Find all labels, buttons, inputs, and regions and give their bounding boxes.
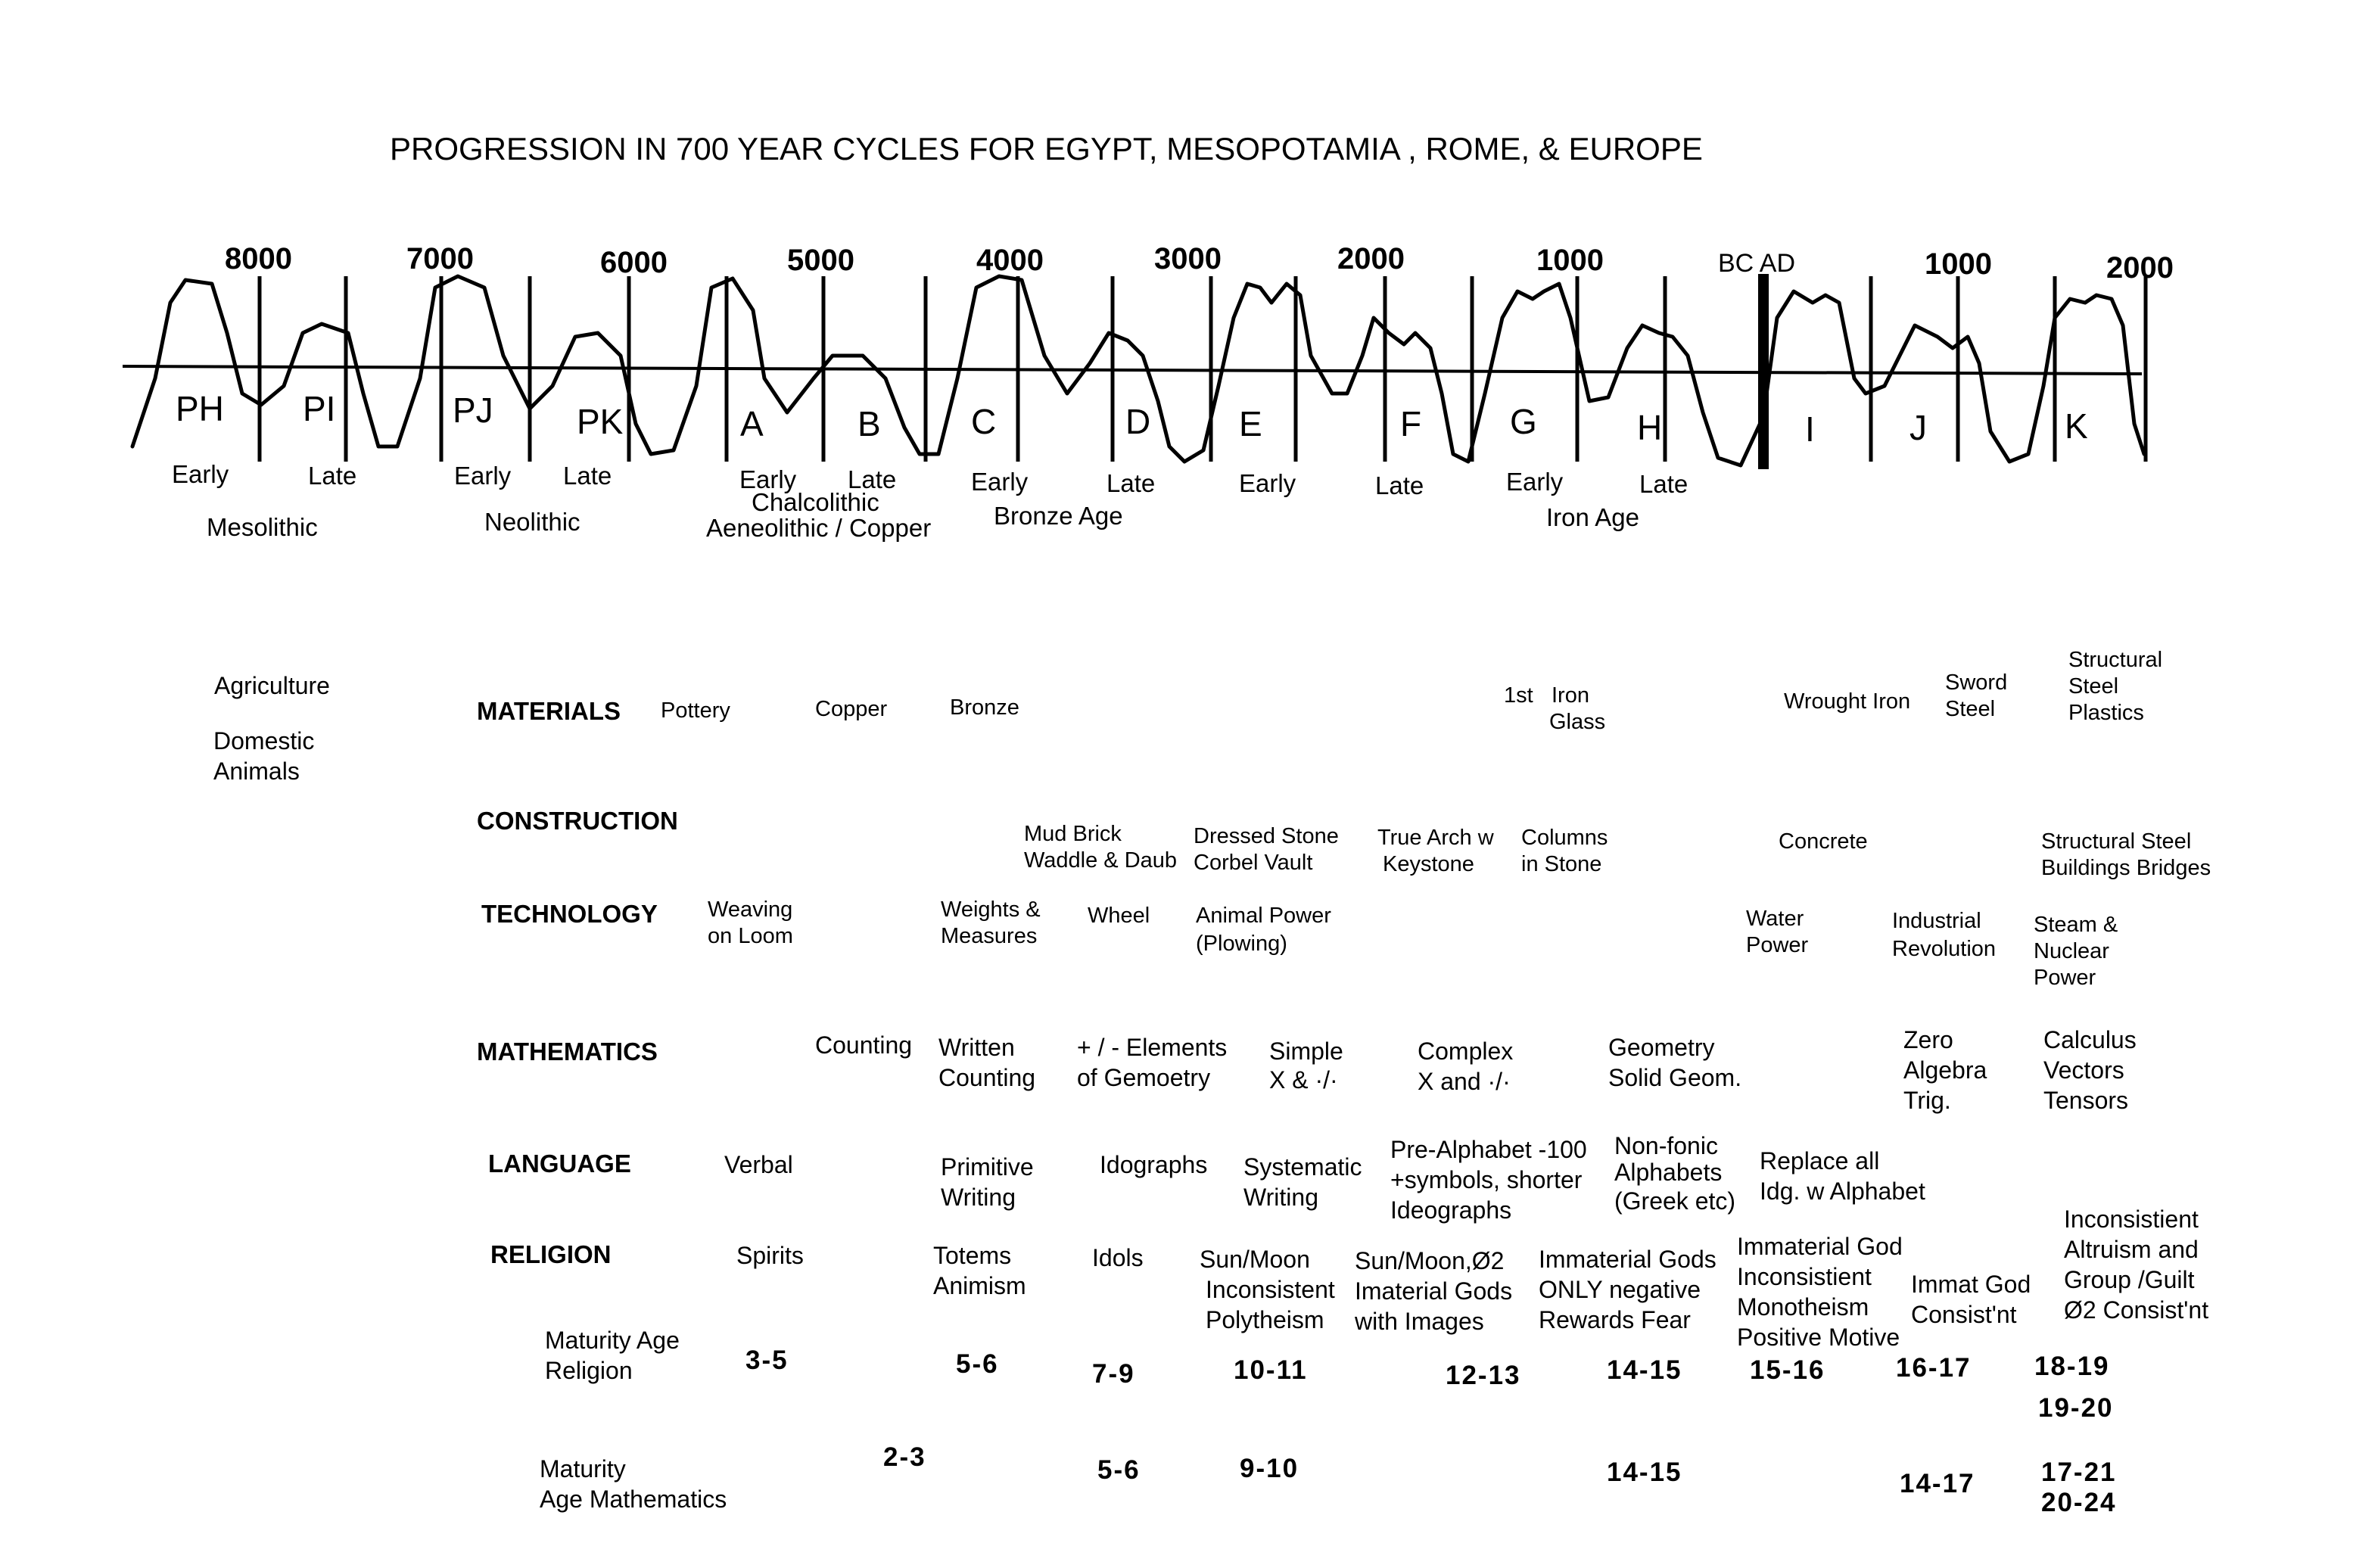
religion-cell: Idols [1092,1244,1144,1271]
religion-cell: Positive Motive [1737,1324,1900,1351]
language-cell: Systematic [1243,1153,1362,1181]
religion-cell: Immaterial God [1737,1233,1903,1260]
cycle-label-h: H [1637,408,1663,447]
sublabel-early: Early [971,468,1029,496]
construction-cell: in Stone [1521,852,1602,876]
religion-cell: Inconsistent [1206,1276,1335,1303]
cycle-label-pj: PJ [453,390,493,430]
sublabel-late: Late [563,462,612,490]
religion-cell: Monotheism [1737,1293,1869,1321]
materials-cell: Bronze [950,695,1019,720]
maturity-math-value: 17-21 [2041,1458,2117,1487]
cycle-label-pk: PK [577,402,624,441]
religion-cell: ONLY negative [1539,1276,1701,1303]
note-agriculture: Agriculture [214,672,330,699]
religion-cell: Inconsistient [1737,1263,1872,1290]
religion-cell: Inconsistient [2064,1206,2199,1233]
sublabel-early: Early [739,465,797,493]
technology-cell: Weaving [708,898,793,922]
language-cell: Idg. w Alphabet [1760,1178,1925,1205]
technology-cell: on Loom [708,924,793,948]
maturity-religion-value: 14-15 [1607,1355,1682,1385]
row-header-language: LANGUAGE [488,1150,631,1178]
religion-cell: Animism [933,1272,1026,1299]
year-label-5000: 5000 [787,244,854,277]
materials-cell: Steel [1945,697,1996,721]
materials-cell: Wrought Iron [1784,689,1911,714]
baseline-axis [123,366,2142,374]
year-label-4000: 4000 [976,244,1044,277]
mathematics-cell: Solid Geom. [1608,1064,1742,1091]
religion-cell: Group /Guilt [2064,1266,2195,1293]
technology-cell: Industrial [1892,909,1981,933]
year-label-6000: 6000 [600,246,668,279]
materials-cell: Plastics [2068,701,2144,725]
maturity-religion-label: Religion [545,1357,633,1384]
sublabel-late: Late [1106,469,1156,497]
cycle-label-b: B [857,404,881,443]
religion-cell: with Images [1355,1308,1484,1335]
technology-cell: Weights & [941,898,1041,922]
sublabel-early: Early [1239,469,1296,497]
year-label-2000ad: 2000 [2106,251,2174,285]
sublabel-late: Late [308,462,357,490]
technology-cell: (Plowing) [1196,932,1287,956]
maturity-religion-value: 3-5 [745,1346,789,1375]
maturity-religion-label: Maturity Age [545,1327,680,1354]
religion-cell: Consist'nt [1911,1301,2017,1328]
technology-cell: Animal Power [1196,904,1331,928]
cycle-label-d: D [1125,402,1151,441]
materials-cell: Structural [2068,648,2163,672]
religion-cell: Altruism and [2064,1236,2199,1263]
language-cell: Alphabets [1614,1159,1723,1186]
sublabel-late: Late [1639,470,1688,498]
language-cell: Writing [941,1184,1016,1211]
cycle-label-c: C [971,402,997,441]
materials-cell: Pottery [661,698,730,723]
maturity-religion-value: 19-20 [2038,1393,2114,1423]
maturity-religion-value: 12-13 [1446,1361,1521,1390]
mathematics-cell: Simple [1269,1038,1343,1065]
mathematics-cell: Counting [815,1031,913,1059]
construction-cell: Corbel Vault [1194,851,1313,875]
year-label-3000: 3000 [1154,242,1222,275]
technology-cell: Power [1746,933,1809,957]
year-label-7000: 7000 [406,242,474,275]
mathematics-cell: Vectors [2043,1056,2124,1084]
mathematics-cell: Written [938,1034,1015,1061]
mathematics-cell: X and ·/· [1418,1068,1511,1095]
language-cell: Ideographs [1390,1196,1512,1224]
language-cell: Replace all [1760,1147,1880,1174]
construction-cell: True Arch w [1377,826,1494,850]
materials-cell: Sword [1945,670,2008,695]
sublabel-early: Early [454,462,512,490]
cycle-label-i: I [1805,409,1815,449]
era-chalcolithic: Chalcolithic [752,488,879,516]
mathematics-cell: Trig. [1903,1087,1951,1114]
construction-cell: Waddle & Daub [1024,848,1178,873]
religion-cell: Immaterial Gods [1539,1246,1717,1273]
construction-cell: Dressed Stone [1194,824,1339,848]
materials-cell: 1st [1504,683,1533,708]
mathematics-cell: Counting [938,1064,1036,1091]
mathematics-cell: X & ·/· [1269,1066,1338,1094]
note-animals: Animals [213,758,300,785]
mathematics-cell: Tensors [2043,1087,2129,1114]
diagram-title: PROGRESSION IN 700 YEAR CYCLES FOR EGYPT, MESOPOTAMIA , ROME, & EUROPE [390,131,1703,166]
construction-cell: Buildings Bridges [2041,856,2211,880]
maturity-math-value: 14-15 [1607,1458,1682,1487]
cycle-label-e: E [1239,404,1262,443]
sublabel-early: Early [1506,468,1564,496]
maturity-religion-value: 10-11 [1234,1355,1308,1385]
maturity-math-value: 2-3 [883,1442,926,1472]
row-header-technology: TECHNOLOGY [481,900,658,928]
religion-cell: Immat God [1911,1271,2031,1298]
maturity-math-value: 9-10 [1240,1454,1299,1483]
technology-cell: Steam & [2034,913,2118,937]
maturity-religion-value: 5-6 [956,1349,999,1379]
mathematics-cell: Geometry [1608,1034,1715,1061]
maturity-religion-value: 7-9 [1092,1359,1135,1389]
technology-cell: Wheel [1088,904,1150,928]
era-bronze-age: Bronze Age [994,502,1123,530]
mathematics-cell: Complex [1418,1038,1514,1065]
era-neolithic: Neolithic [484,508,580,536]
year-label-1000bc: 1000 [1536,244,1604,277]
religion-cell: Ø2 Consist'nt [2064,1296,2209,1324]
era-iron-age: Iron Age [1546,503,1639,531]
construction-cell: Mud Brick [1024,822,1122,846]
religion-cell: Sun/Moon [1200,1246,1310,1273]
technology-cell: Nuclear [2034,939,2109,963]
religion-cell: Polytheism [1206,1306,1324,1333]
year-label-2000bc: 2000 [1337,242,1405,275]
cycle-label-g: G [1510,402,1537,441]
note-domestic: Domestic [213,727,315,754]
materials-cell: Steel [2068,674,2119,698]
language-cell: Primitive [941,1153,1034,1181]
maturity-religion-value: 15-16 [1750,1355,1825,1385]
materials-cell: Copper [815,697,888,721]
maturity-religion-value: 18-19 [2034,1352,2110,1381]
language-cell: (Greek etc) [1614,1187,1736,1215]
maturity-math-label: Maturity [540,1455,626,1482]
technology-cell: Water [1746,907,1804,931]
cycle-label-f: F [1400,404,1422,443]
language-cell: Writing [1243,1184,1318,1211]
mathematics-cell: + / - Elements [1077,1034,1228,1061]
language-cell: Idographs [1100,1151,1208,1178]
mathematics-cell: of Gemoetry [1077,1064,1211,1091]
religion-cell: Imaterial Gods [1355,1277,1513,1305]
language-cell: Non-fonic [1614,1132,1718,1159]
cycle-label-j: J [1909,408,1927,447]
bc-ad-label: BC AD [1718,249,1796,278]
row-header-mathematics: MATHEMATICS [477,1038,658,1066]
sublabel-late: Late [848,465,897,493]
maturity-math-label: Age Mathematics [540,1486,727,1513]
cycle-label-pi: PI [303,389,336,428]
technology-cell: Power [2034,966,2096,990]
era-mesolithic: Mesolithic [207,513,318,541]
language-cell: Pre-Alphabet -100 [1390,1136,1587,1163]
technology-cell: Measures [941,924,1038,948]
mathematics-cell: Zero [1903,1026,1953,1053]
maturity-math-value: 5-6 [1097,1455,1141,1485]
maturity-math-value: 20-24 [2041,1488,2117,1517]
religion-cell: Totems [933,1242,1012,1269]
religion-cell: Spirits [736,1242,804,1269]
construction-cell: Structural Steel [2041,829,2192,854]
cycle-label-k: K [2065,406,2088,446]
sublabel-late: Late [1375,471,1424,499]
construction-cell: Keystone [1383,852,1474,876]
maturity-math-value: 14-17 [1900,1469,1975,1498]
sublabel-early: Early [172,460,229,488]
materials-cell: Glass [1549,710,1606,734]
row-header-construction: CONSTRUCTION [477,807,678,835]
row-header-materials: MATERIALS [477,697,621,725]
construction-cell: Columns [1521,826,1608,850]
religion-cell: Sun/Moon,Ø2 [1355,1247,1505,1274]
language-cell: +symbols, shorter [1390,1166,1583,1193]
materials-cell: Iron [1552,683,1589,708]
maturity-religion-value: 16-17 [1896,1353,1972,1383]
mathematics-cell: Calculus [2043,1026,2137,1053]
year-label-1000ad: 1000 [1925,247,1992,281]
language-cell: Verbal [724,1151,793,1178]
construction-cell: Concrete [1779,829,1868,854]
technology-cell: Revolution [1892,937,1997,961]
year-label-8000: 8000 [225,242,292,275]
religion-cell: Rewards Fear [1539,1306,1691,1333]
cycle-label-a: A [740,404,764,443]
cycle-label-ph: PH [176,389,224,428]
row-header-religion: RELIGION [490,1240,612,1268]
era-aeneolithic: Aeneolithic / Copper [706,514,932,542]
mathematics-cell: Algebra [1903,1056,1987,1084]
